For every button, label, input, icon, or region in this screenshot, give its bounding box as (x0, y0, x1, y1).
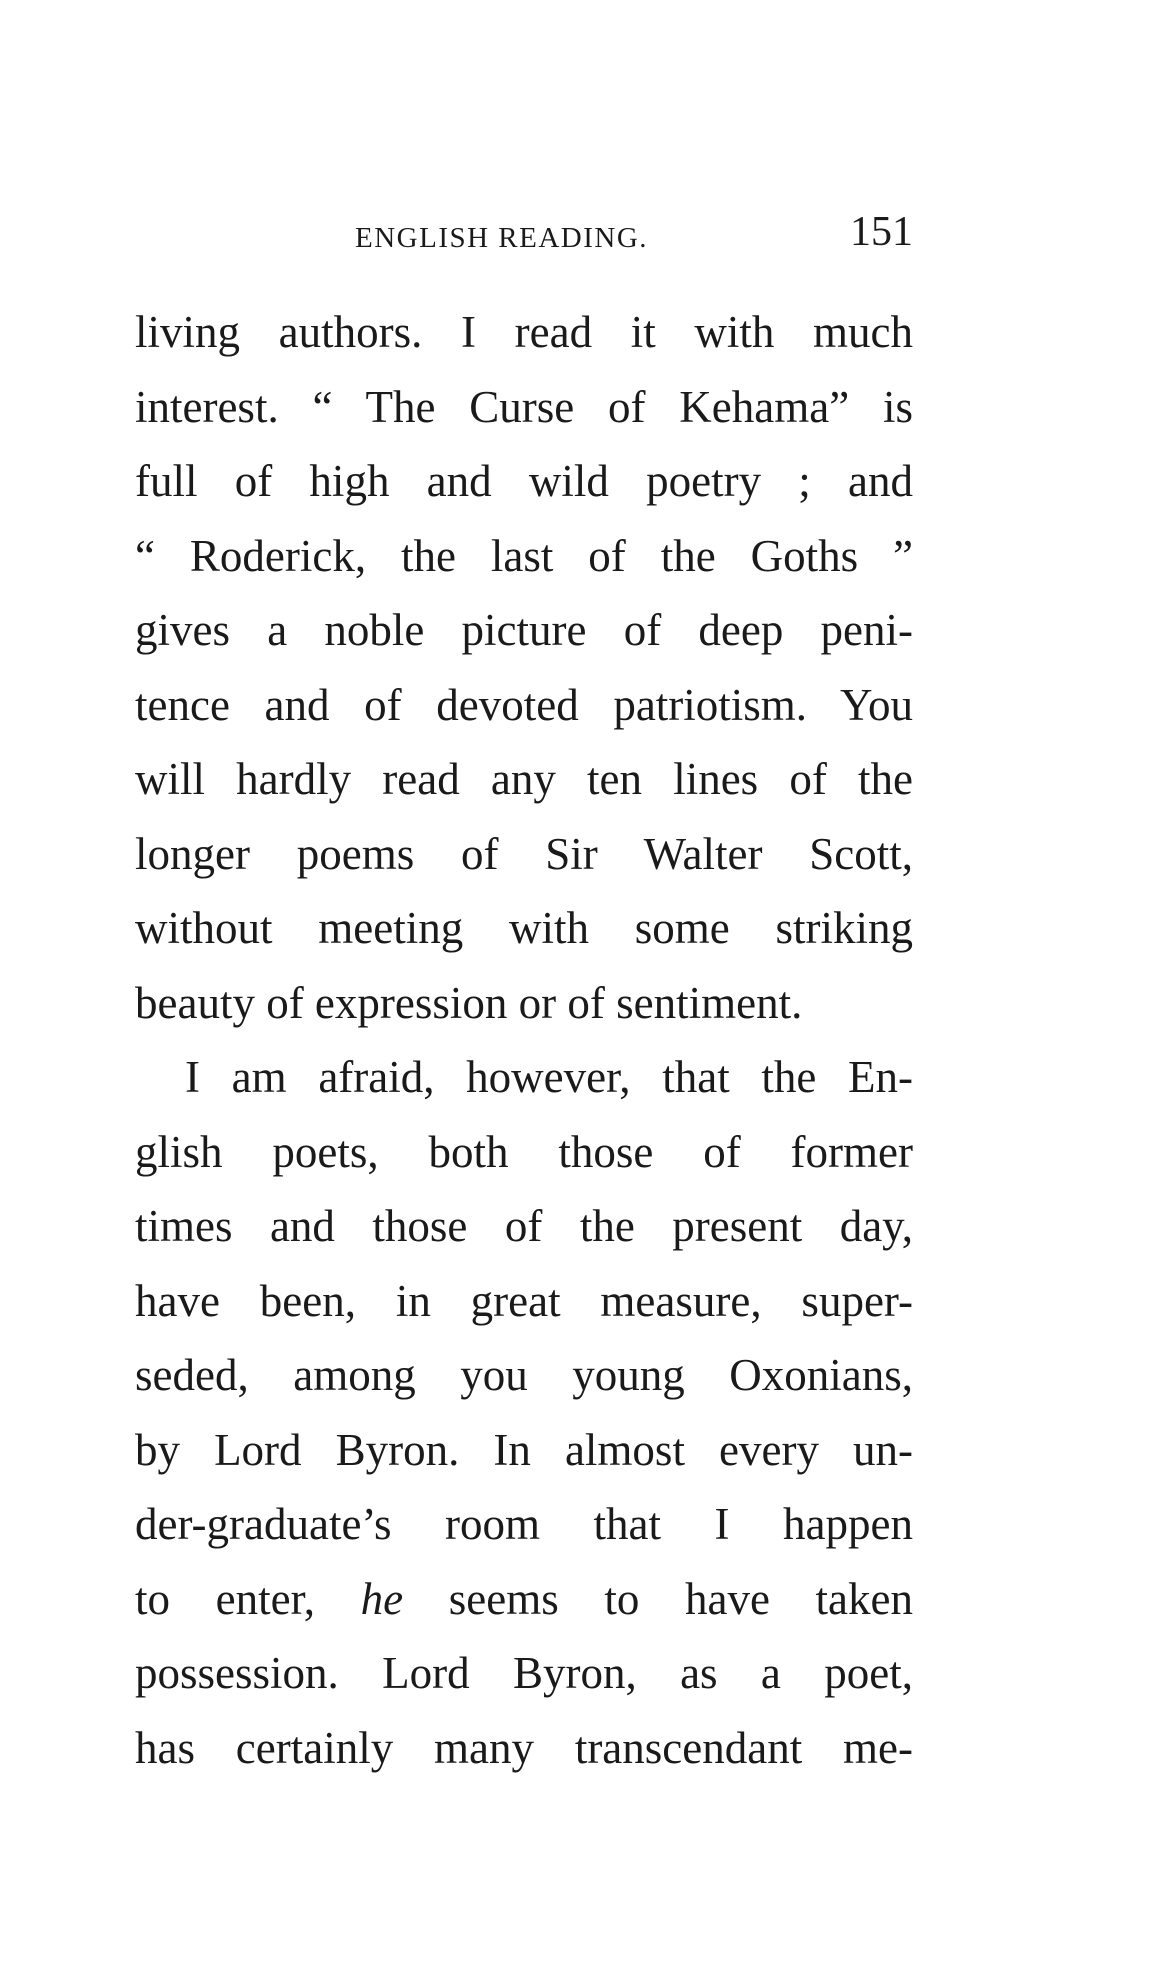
page-header (135, 208, 913, 268)
text-line: living authors. I read it with much (135, 307, 913, 357)
text-line: tence and of devoted patriotism. You (135, 679, 913, 730)
paragraph-1 (135, 295, 913, 1040)
text-line: will hardly read any ten lines of the (135, 754, 913, 804)
text-segment: seems to have taken (403, 1573, 913, 1624)
text-line: longer poems of Sir Walter Scott, (135, 828, 913, 879)
text-line: “ Roderick, the last of the Goths ” (135, 530, 913, 581)
text-line: seded, among you young Oxonians, (135, 1350, 913, 1400)
text-line: has certainly many transcendant me- (135, 1722, 913, 1773)
text-line: have been, in great measure, super- (135, 1275, 913, 1326)
text-line (135, 1562, 913, 1637)
page-number: 151 (850, 209, 913, 255)
text-line: without meeting with some striking (135, 903, 913, 953)
paragraph-2 (135, 1040, 913, 1785)
text-line: times and those of the present day, (135, 1201, 913, 1251)
text-line: der-graduate’s room that I happen (135, 1499, 913, 1549)
text-segment: to enter, (135, 1573, 361, 1624)
text-line: gives a noble picture of deep peni- (135, 605, 913, 655)
text-line: possession. Lord Byron, as a poet, (135, 1648, 913, 1698)
text-line: by Lord Byron. In almost every un- (135, 1424, 913, 1475)
text-line: glish poets, both those of former (135, 1126, 913, 1177)
text-line: interest. “ The Curse of Kehama” is (135, 381, 913, 432)
text-line: I am afraid, however, that the En- (185, 1052, 913, 1102)
text-line: beauty of expression or of sentiment. (135, 977, 803, 1028)
text-line: full of high and wild poetry ; and (135, 456, 913, 506)
italic-word: he (360, 1573, 404, 1624)
body-text (135, 295, 913, 1785)
running-head: ENGLISH READING. (355, 222, 649, 254)
